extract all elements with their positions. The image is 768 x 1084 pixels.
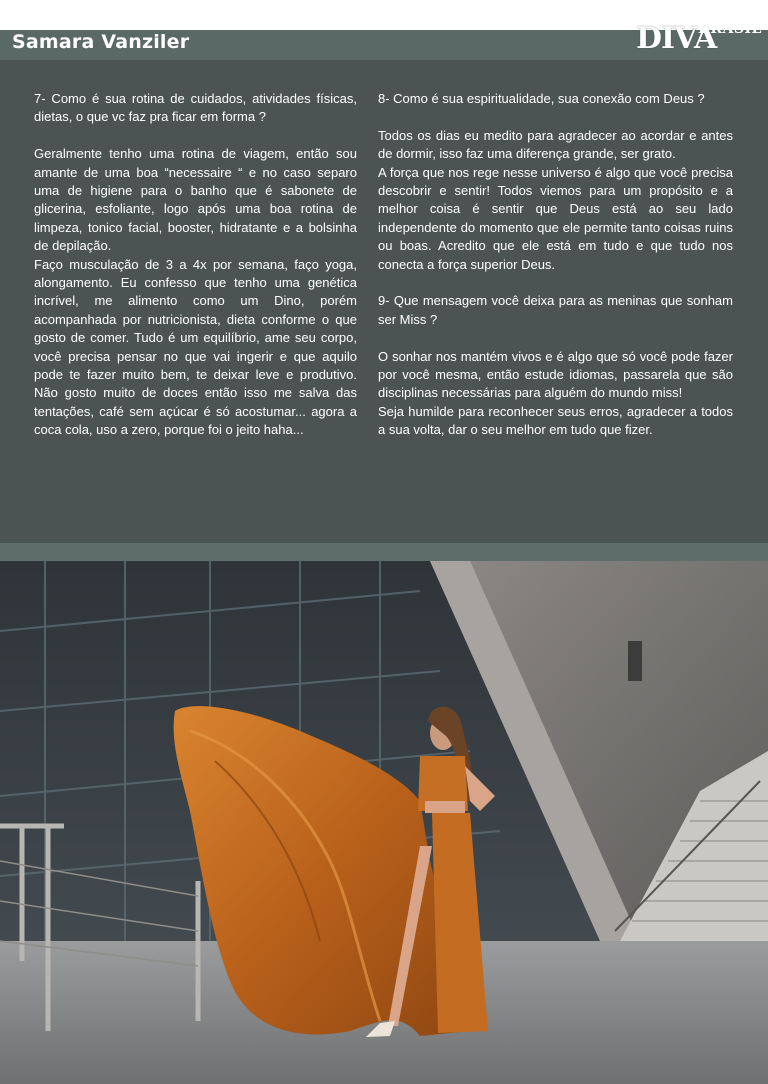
answer-8-paragraph-1: Todos os dias eu medito para agradecer ao acordar e antes de dormir, isso faz uma diferença grande, ser grato. bbox=[378, 127, 733, 162]
answer-7-paragraph-1: Geralmente tenho uma rotina de viagem, então sou amante de uma boa “necessaire “ e no caso separo uma de higiene para o banho que é sabonete de glicerina, esfoliante, logo após uma boa rotina de limpeza, tonico facial, booster, hidratante e a bolsinha de depilação. bbox=[34, 146, 357, 254]
answer-7-paragraph-2: Faço musculação de 3 a 4x por semana, faço yoga, alongamento. Eu confesso que tenho uma genética incrível, me alimento como um Dino, porém acompanhada por nutricionista, dieta conforme o que gosto de comer. Tudo é um equilíbrio, ame seu corpo, você precisa pensar no que vai ingerir e que aquilo pode te fazer muito bem, te deixar leve e produtivo. Não gosto muito de doces então isso me salva das tentações, café sem açúcar é só acostumar... agora a coca cola, uso a zero, porque foi o jeito haha... bbox=[34, 256, 357, 438]
answer-9-paragraph-2: Seja humilde para reconhecer seus erros, agradecer a todos a sua volta, dar o seu melhor em tudo que fizer. bbox=[378, 403, 733, 438]
question-7: 7- Como é sua rotina de cuidados, atividades físicas, dietas, o que vc faz pra ficar em forma ? bbox=[34, 91, 357, 125]
question-9: 9- Que mensagem você deixa para as meninas que sonham ser Miss ? bbox=[378, 293, 733, 327]
logo-main-text: DIVA bbox=[636, 21, 717, 56]
model-photo bbox=[0, 561, 768, 1084]
left-column bbox=[34, 90, 357, 440]
right-column bbox=[378, 90, 733, 440]
answer-8-paragraph-2: A força que nos rege nesse universo é algo que você precisa descobrir e sentir! Todos viemos para um propósito e a melhor coisa é sentir que Deus está ao seu lado independente do momento que ele permite tanto coisas ruins ou boas. Acredito que ele está em tudo e que tudo nos conecta a força superior Deus. bbox=[378, 164, 733, 272]
magazine-logo bbox=[636, 20, 762, 58]
question-8: 8- Como é sua espiritualidade, sua conexão com Deus ? bbox=[378, 91, 705, 106]
divider-strip bbox=[0, 543, 768, 561]
logo-sub-text: BRASIL bbox=[698, 21, 762, 37]
top-margin bbox=[0, 0, 768, 22]
page-title: Samara Vanziler bbox=[12, 31, 190, 53]
answer-9-paragraph-1: O sonhar nos mantém vivos e é algo que só você pode fazer por você mesma, então estude idiomas, passarela que são disciplinas necessárias para alguém do mundo miss! bbox=[378, 348, 733, 401]
